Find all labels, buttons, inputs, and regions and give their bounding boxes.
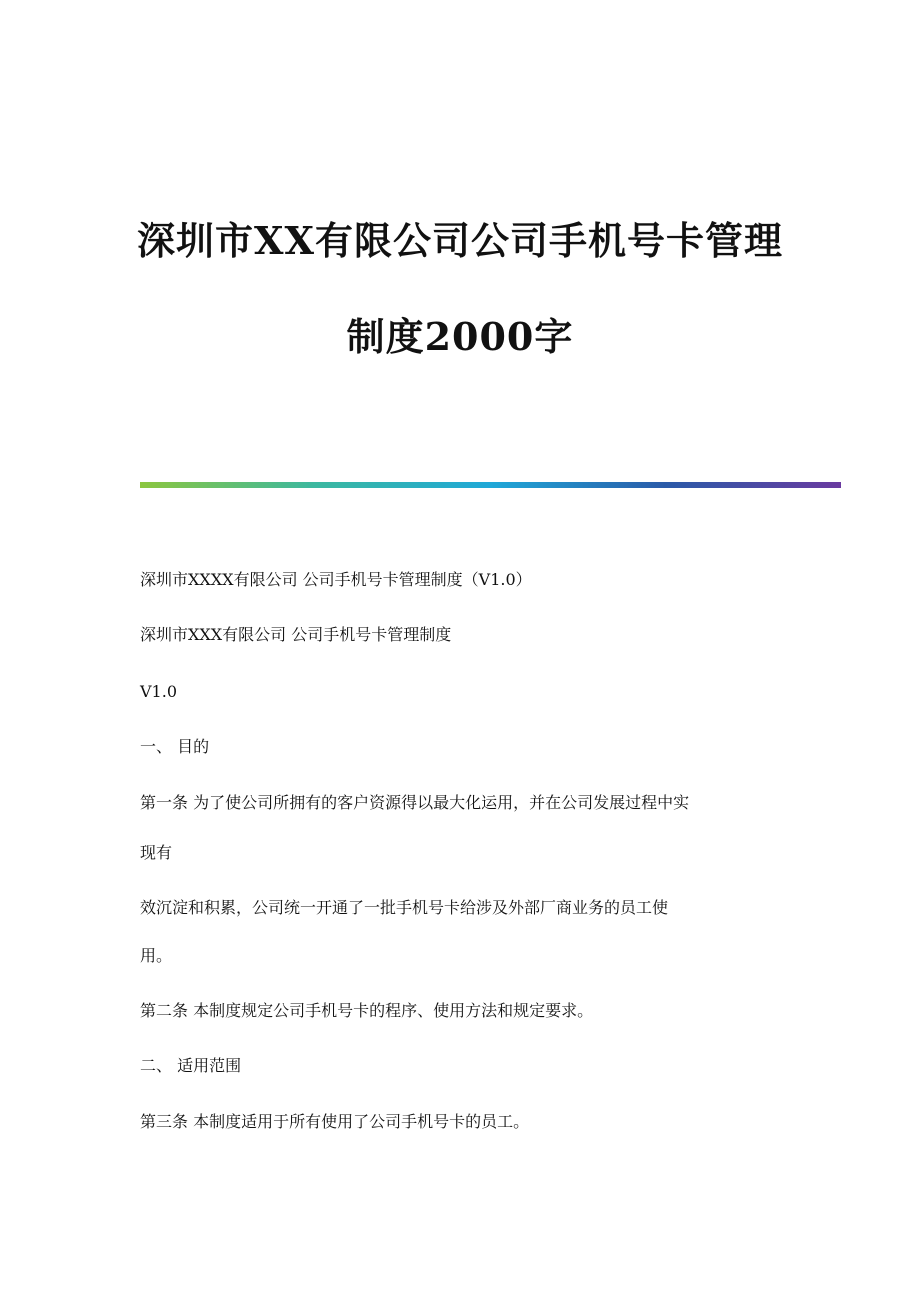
section-heading-scope: 二、 适用范围 [140, 1056, 242, 1075]
article-2: 第二条 本制度规定公司手机号卡的程序、使用方法和规定要求。 [140, 1001, 594, 1020]
article-1-line-1: 第一条 为了使公司所拥有的客户资源得以最大化运用，并在公司发展过程中实 [140, 793, 690, 812]
article-1-line-4: 用。 [140, 946, 173, 965]
section-heading-purpose: 一、 目的 [140, 737, 210, 756]
article-1-line-2: 现有 [140, 843, 173, 862]
paragraph-subheading: 深圳市XXX有限公司 公司手机号卡管理制度 [140, 625, 452, 644]
article-3: 第三条 本制度适用于所有使用了公司手机号卡的员工。 [140, 1112, 530, 1131]
document-title-line-2: 制度2000字 [346, 314, 574, 359]
gradient-divider [140, 482, 841, 488]
article-1-line-3: 效沉淀和积累，公司统一开通了一批手机号卡给涉及外部厂商业务的员工使 [140, 898, 669, 917]
paragraph-heading-version: 深圳市XXXX有限公司 公司手机号卡管理制度（V1.0） [140, 570, 532, 589]
document-title-line-1: 深圳市XX有限公司公司手机号卡管理 [137, 218, 783, 263]
paragraph-version: V1.0 [140, 682, 177, 701]
